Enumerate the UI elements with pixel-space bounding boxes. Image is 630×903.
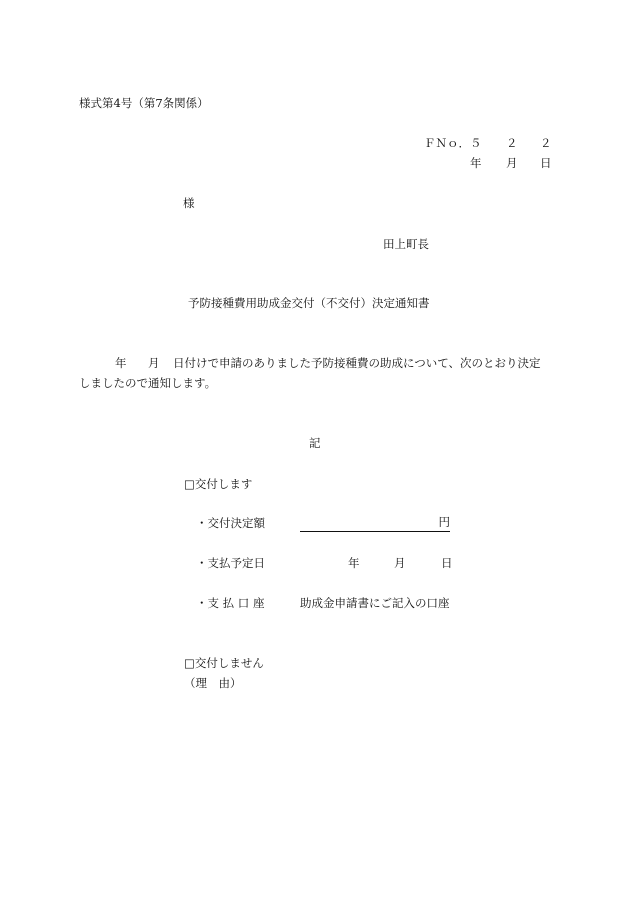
addressee-suffix: 様 (183, 196, 195, 210)
payment-month: 月 (394, 556, 406, 570)
amount-unit: 円 (438, 515, 450, 529)
payment-year: 年 (348, 556, 360, 570)
date-year-label: 年 (470, 156, 482, 170)
reference-num-1: ２ (506, 136, 518, 150)
reference-num-2: ２ (540, 136, 552, 150)
form-number: 様式第4号（第7条関係） (79, 96, 209, 110)
issuer: 田上町長 (383, 237, 429, 251)
amount-field (300, 516, 450, 532)
body-month: 月 (148, 356, 160, 370)
payment-date-label: ・支払予定日 (196, 556, 265, 570)
reference-prefix: ＦＮｏ．５ (424, 136, 482, 150)
body-line-2: しましたので通知します。 (79, 376, 217, 390)
date-day-label: 日 (540, 156, 552, 170)
payment-day: 日 (441, 556, 453, 570)
amount-label: ・交付決定額 (196, 516, 265, 530)
account-label: ・支 払 口 座 (196, 596, 265, 610)
reason-label: （理 由） (184, 676, 242, 690)
account-value: 助成金申請書にご記入の口座 (300, 596, 450, 610)
ki-heading: 記 (309, 436, 321, 450)
no-grant-option: □交付しません (184, 656, 264, 670)
grant-option: □交付します (184, 477, 253, 491)
body-year: 年 (115, 356, 127, 370)
document-title: 予防接種費用助成金交付（不交付）決定通知書 (188, 296, 430, 310)
body-line-1: 日付けで申請のありました予防接種費の助成について、次のとおり決定 (173, 356, 541, 370)
date-month-label: 月 (506, 156, 518, 170)
